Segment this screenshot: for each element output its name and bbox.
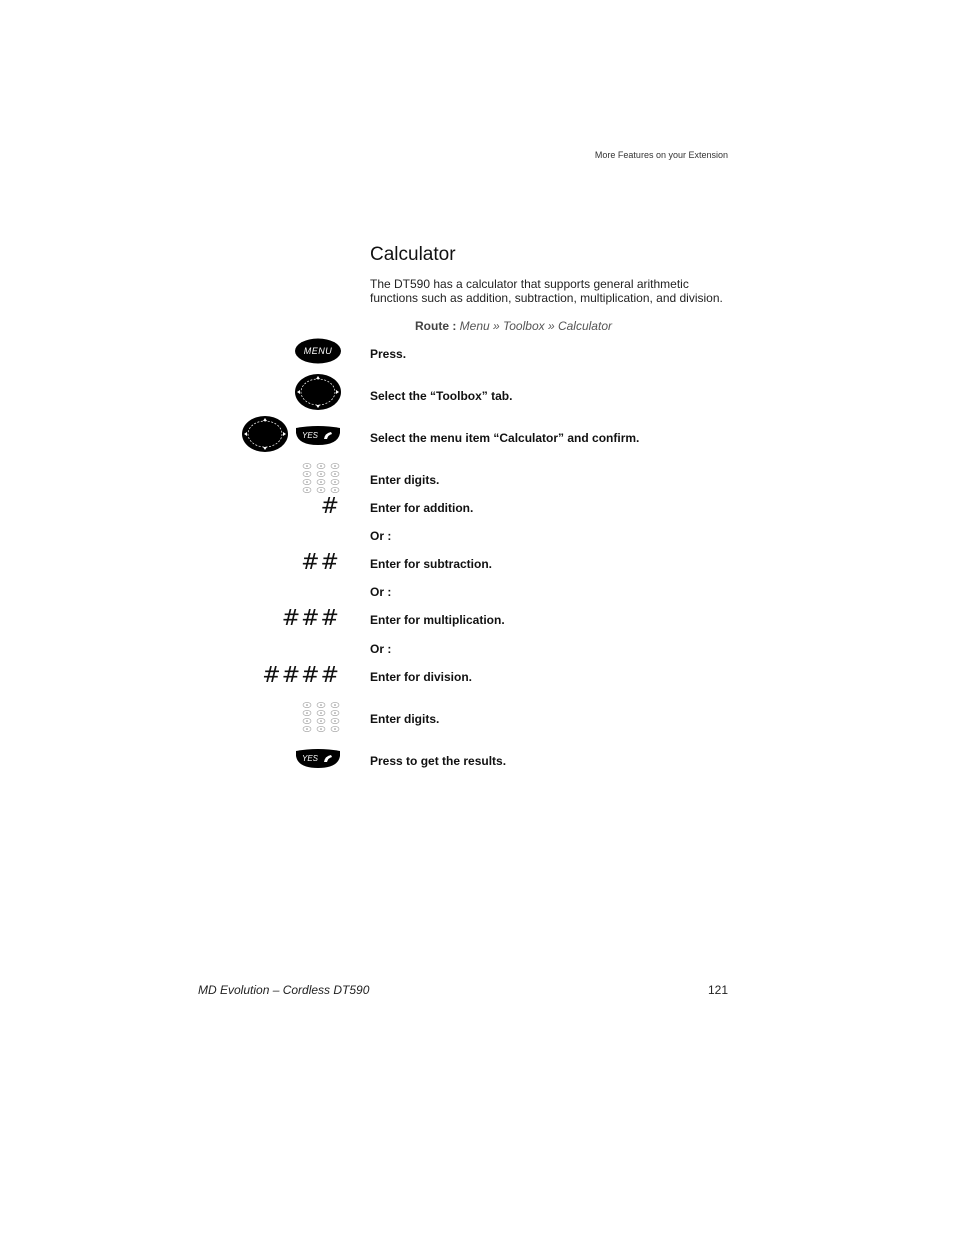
step-subtraction: Enter for subtraction. [370,557,493,571]
step-addition: Enter for addition. [370,501,474,515]
menu-key-icon [294,338,342,364]
page-title: Calculator [370,244,456,265]
page-number: 121 [707,983,728,997]
menu-key-label: MENU [303,346,333,356]
step-or: Or : [370,585,392,599]
keypad-icon [300,462,342,494]
step-select-toolbox: Select the “Toolbox” tab. [370,389,513,403]
running-header: More Features on your Extension [594,150,728,160]
route-label: Route : [415,319,457,333]
footer-document-title: MD Evolution – Cordless DT590 [198,983,370,997]
route-path: Menu » Toolbox » Calculator [459,319,612,333]
step-press-results: Press to get the results. [370,754,507,768]
step-or: Or : [370,642,392,656]
yes-key-label: YES [301,431,319,440]
hash-key-icon: # [320,494,340,519]
navigation-key-icon [241,415,289,453]
route-line [415,319,612,333]
yes-key-icon [294,425,342,447]
step-enter-digits: Enter digits. [370,473,440,487]
keypad-icon [300,701,342,733]
step-multiplication: Enter for multiplication. [370,613,505,627]
hash-key-icon: ## [301,550,340,575]
step-or: Or : [370,529,392,543]
step-enter-digits: Enter digits. [370,712,440,726]
step-press: Press. [370,347,407,361]
yes-key-label: YES [301,754,319,763]
step-select-calculator: Select the menu item “Calculator” and confirm. [370,431,640,445]
step-division: Enter for division. [370,670,473,684]
yes-key-icon [294,748,342,770]
hash-key-icon: ### [281,606,340,631]
navigation-key-icon [294,373,342,411]
hash-key-icon: #### [262,663,340,688]
intro-paragraph: The DT590 has a calculator that supports general arithmetic functions such as addition, subtraction, multiplication, and division. [370,277,723,305]
